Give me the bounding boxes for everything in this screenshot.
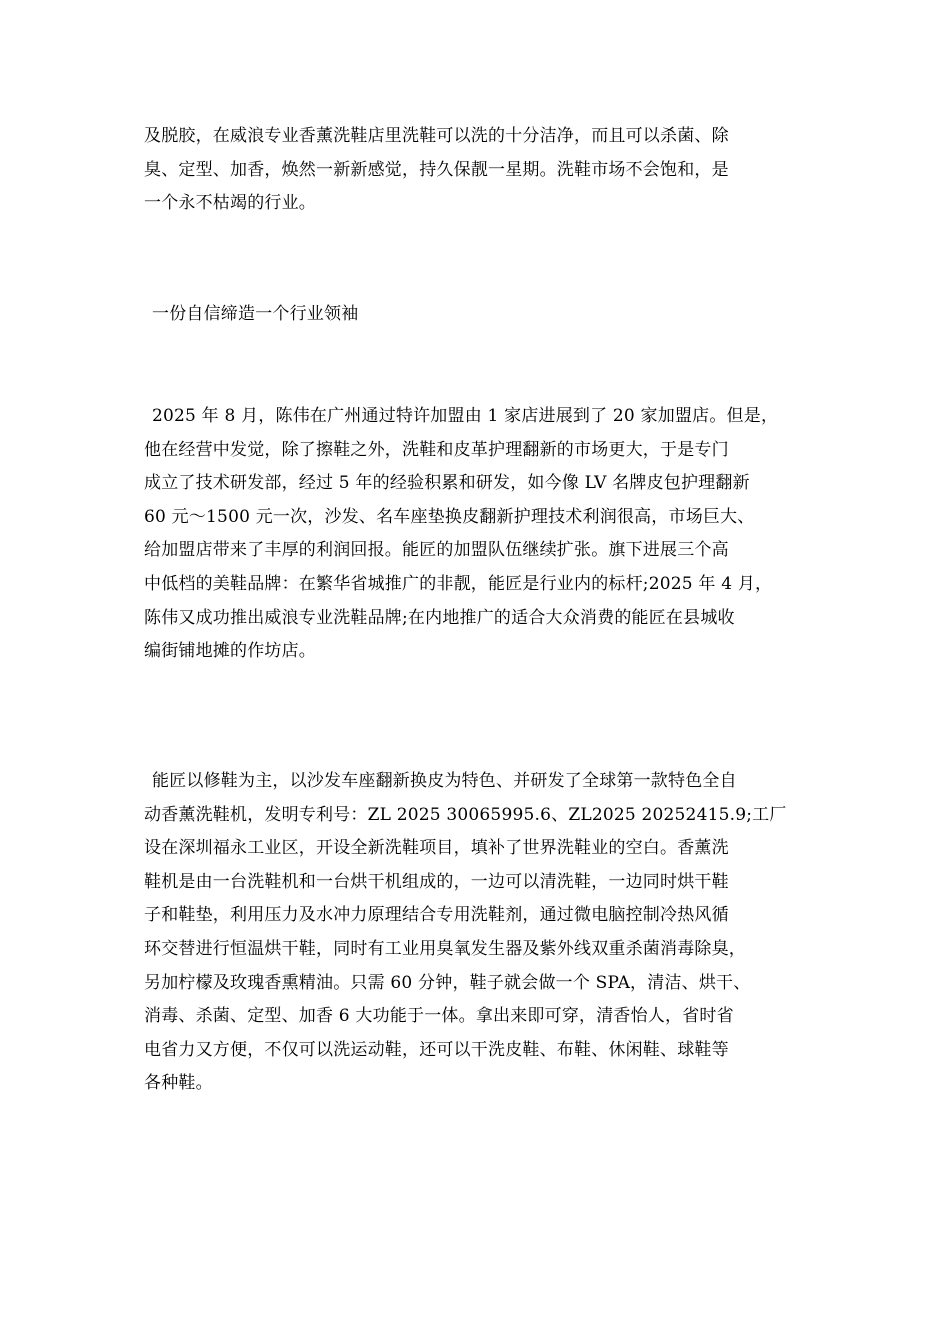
paragraph-line: 给加盟店带来了丰厚的利润回报。能匠的加盟队伍继续扩张。旗下进展三个高 (144, 540, 729, 561)
paragraph-line: 各种鞋。 (144, 1073, 213, 1094)
paragraph-line: 臭、定型、加香，焕然一新新感觉，持久保靓一星期。洗鞋市场不会饱和，是 (144, 159, 729, 180)
heading-text: 一份自信缔造一个行业领袖 (152, 304, 359, 324)
paragraph-3 (144, 765, 824, 1101)
paragraph-line: 另加柠檬及玫瑰香熏精油。只需 60 分钟，鞋子就会做一个 SPA，清洁、烘干、 (144, 972, 751, 993)
paragraph-line: 及脱胶，在威浪专业香薰洗鞋店里洗鞋可以洗的十分洁净，而且可以杀菌、除 (144, 126, 729, 146)
paragraph-line: 子和鞋垫，利用压力及水冲力原理结合专用洗鞋剂，通过微电脑控制冷热风循 (144, 905, 729, 926)
paragraph-line: 中低档的美鞋品牌：在繁华省城推广的非靓，能匠是行业内的标杆;2025 年 4 月， (144, 573, 773, 594)
paragraph-line: 设在深圳福永工业区，开设全新洗鞋项目，填补了世界洗鞋业的空白。香薰洗 (144, 838, 729, 859)
paragraph-line: 电省力又方便，不仅可以洗运动鞋，还可以干洗皮鞋、布鞋、休闲鞋、球鞋等 (144, 1039, 729, 1060)
paragraph-1 (144, 120, 824, 221)
paragraph-line: 陈伟又成功推出威浪专业洗鞋品牌;在内地推广的适合大众消费的能匠在县城收 (144, 607, 735, 628)
paragraph-line: 动香薰洗鞋机，发明专利号：ZL 2025 30065995.6、ZL2025 20252415.9;工厂 (144, 804, 787, 825)
paragraph-line: 成立了技术研发部，经过 5 年的经验积累和研发，如今像 LV 名牌皮包护理翻新 (144, 473, 750, 494)
paragraph-line: 消毒、杀菌、定型、加香 6 大功能于一体。拿出来即可穿，清香怡人，省时省 (144, 1006, 734, 1027)
paragraph-line: 鞋机是由一台洗鞋机和一台烘干机组成的，一边可以清洗鞋，一边同时烘干鞋 (144, 871, 729, 892)
paragraph-line: 编街铺地摊的作坊店。 (144, 641, 316, 662)
paragraph-line: 能匠以修鞋为主，以沙发车座翻新换皮为特色、并研发了全球第一款特色全自 (152, 771, 737, 791)
paragraph-line: 一个永不枯竭的行业。 (144, 193, 316, 214)
paragraph-line: 60 元～1500 元一次，沙发、名车座垫换皮翻新护理技术利润很高，市场巨大、 (144, 506, 755, 527)
paragraph-line: 他在经营中发觉，除了擦鞋之外，洗鞋和皮革护理翻新的市场更大，于是专门 (144, 439, 729, 460)
paragraph-2 (144, 400, 824, 669)
paragraph-line: 2025 年 8 月，陈伟在广州通过特许加盟由 1 家店进展到了 20 家加盟店。但是， (152, 406, 779, 426)
section-heading (144, 298, 824, 332)
paragraph-line: 环交替进行恒温烘干鞋，同时有工业用臭氧发生器及紫外线双重杀菌消毒除臭， (144, 938, 746, 959)
